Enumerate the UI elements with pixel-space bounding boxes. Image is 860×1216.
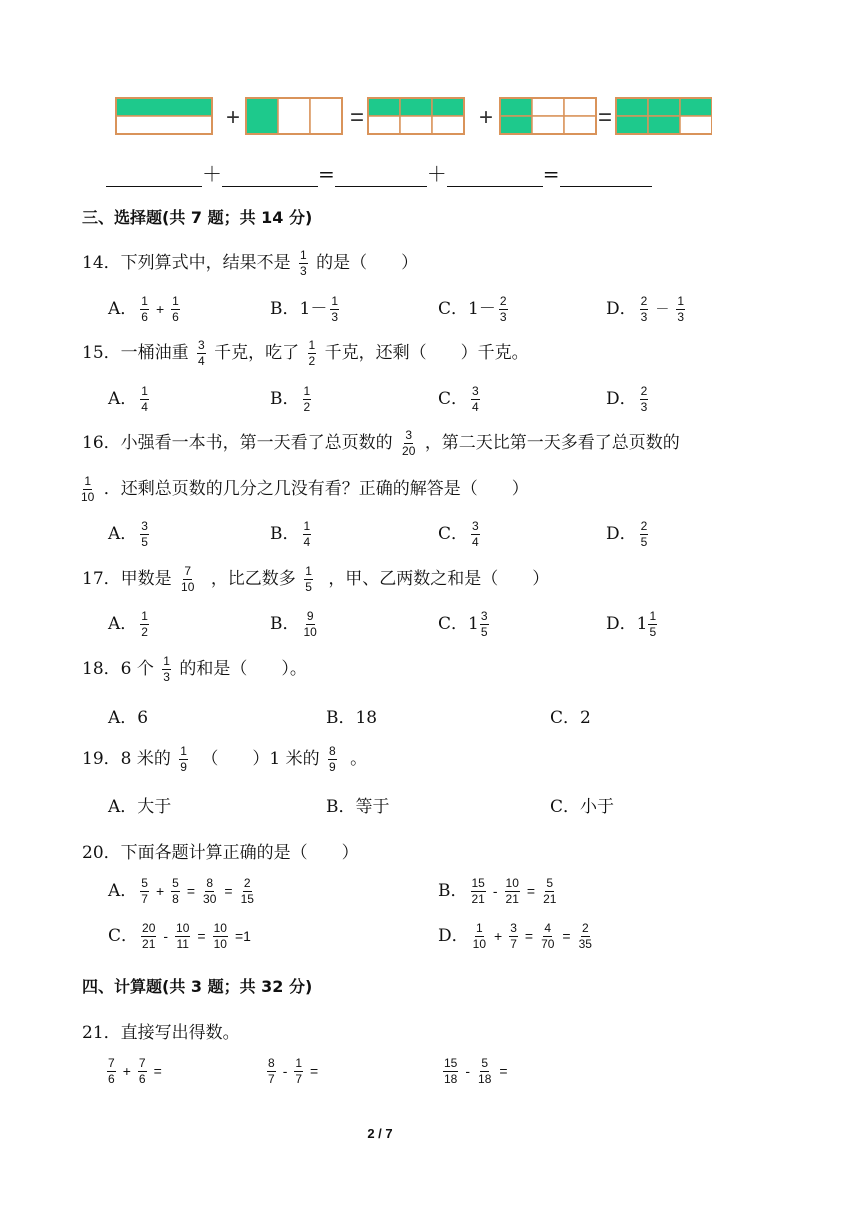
equals-sign: = — [542, 162, 560, 186]
option-15-b[interactable]: B． $\frac{1}{2}$ — [270, 384, 311, 414]
operator: = — [524, 928, 534, 944]
empty-cell — [564, 116, 596, 134]
section-heading-calculation: 四、计算题(共 3 题；共 32 分) — [82, 977, 313, 996]
option-19-a[interactable]: A．大于 — [108, 797, 172, 817]
option-15-d[interactable]: D． $\frac{2}{3}$ — [606, 384, 648, 414]
plus-sign: ＋ — [202, 162, 222, 186]
option-16-d[interactable]: D． $\frac{2}{5}$ — [606, 519, 648, 549]
calc-item-2[interactable] — [264, 1057, 322, 1085]
question-20: 20．下面各题计算正确的是（ ） — [82, 843, 359, 863]
fraction: $\frac{1}{7}$ — [295, 1056, 303, 1086]
question-16-line-2: $\frac{1}{10}$ ．还剩总页数的几分之几没有看？正确的解答是（ ） — [81, 474, 529, 504]
empty-cell — [680, 116, 712, 134]
option-16-a[interactable]: A． $\frac{3}{5}$ — [108, 519, 148, 549]
filled-cell — [648, 116, 680, 134]
option-18-b[interactable]: B．18 — [326, 708, 378, 728]
answer-blank-2[interactable] — [222, 168, 318, 187]
operator: = — [186, 883, 196, 899]
answer-blank-1[interactable] — [106, 168, 202, 187]
empty-cell — [278, 98, 310, 134]
fraction-bars-svg — [112, 96, 712, 136]
bar-one-third — [246, 98, 342, 134]
operator: + — [122, 1062, 131, 1079]
plus-sign: + — [478, 104, 494, 131]
operator: = — [499, 1062, 508, 1079]
operator: + — [155, 883, 165, 899]
fraction: $\frac{10}{11}$ — [176, 921, 190, 951]
bar-five-sixths — [616, 98, 712, 134]
empty-cell — [310, 98, 342, 134]
question-21: 21．直接写出得数。 — [82, 1023, 240, 1043]
answer-blank-4[interactable] — [447, 168, 543, 187]
calc-item-3[interactable] — [440, 1057, 512, 1085]
answer-blank-5[interactable] — [560, 168, 652, 187]
fraction: $\frac{1}{3}$ — [300, 248, 307, 278]
fraction: $\frac{15}{21}$ — [471, 876, 485, 906]
option-20-a[interactable]: A． $\frac{5}{7}$ + $\frac{5}{8}$ = $\frac{8}{30}$ = $\frac{2}{15}$ — [108, 876, 254, 906]
filled-cell — [432, 98, 464, 116]
filled-cell — [246, 98, 278, 134]
question-14: 14．下列算式中，结果不是 $\frac{1}{3}$ 的是（ ） — [82, 248, 419, 278]
empty-cell — [532, 98, 564, 116]
option-17-d[interactable]: D． 1 $\frac{1}{5}$ — [606, 608, 657, 639]
option-17-c[interactable]: C． 1 $\frac{3}{5}$ — [438, 608, 488, 639]
operator: = — [197, 928, 206, 944]
fraction: $\frac{5}{18}$ — [478, 1056, 492, 1086]
plus-sign: ＋ — [426, 162, 447, 186]
option-16-c[interactable]: C． $\frac{3}{4}$ — [438, 519, 479, 549]
question-19: 19．8 米的 $\frac{1}{9}$ （ ）1 米的 $\frac{8}{9}$ 。 — [82, 744, 368, 774]
blanks-line — [106, 158, 652, 187]
question-18: 18．6 个 $\frac{1}{3}$ 的和是（ ）。 — [82, 654, 307, 684]
section-heading-choice: 三、选择题(共 7 题；共 14 分) — [82, 208, 313, 227]
filled-cell — [116, 98, 212, 116]
fraction: $\frac{15}{18}$ — [444, 1056, 458, 1086]
operator: = — [562, 928, 571, 944]
equals-sign: = — [597, 104, 613, 131]
empty-cell — [532, 116, 564, 134]
question-16: 16．小强看一本书，第一天看了总页数的 $\frac{3}{20}$ ，第二天比第一天多看了总页数的 — [82, 428, 680, 458]
bar-one-half — [116, 98, 212, 134]
option-14-c[interactable]: C．1－ $\frac{2}{3}$ — [438, 294, 507, 324]
option-20-c[interactable]: C． $\frac{20}{21}$ - $\frac{10}{11}$ = $\frac{10}{10}$ =1 — [108, 921, 251, 951]
option-20-d[interactable]: D． $\frac{1}{10}$ + $\frac{3}{7}$ = $\frac{4}{70}$ = $\frac{2}{35}$ — [438, 921, 592, 951]
option-17-a[interactable]: A． $\frac{1}{2}$ — [108, 609, 148, 639]
operator: + — [494, 928, 503, 944]
fraction: $\frac{5}{21}$ — [543, 876, 557, 906]
filled-cell — [648, 98, 680, 116]
question-17: 17．甲数是 $\frac{7}{10}$ ，比乙数多 $\frac{1}{5}$ ，甲、乙两数之和是（ ） — [82, 564, 550, 594]
fraction: $\frac{5}{7}$ — [141, 876, 148, 906]
fraction: $\frac{10}{21}$ — [505, 876, 519, 906]
empty-cell — [400, 116, 432, 134]
operator: = — [224, 883, 233, 899]
option-17-b[interactable]: B． $\frac{9}{10}$ — [270, 609, 317, 639]
filled-cell — [500, 98, 532, 116]
option-18-a[interactable]: A．6 — [108, 708, 149, 728]
fraction: $\frac{8}{7}$ — [268, 1056, 275, 1086]
bar-three-sixths — [368, 98, 464, 134]
empty-cell — [116, 116, 212, 134]
filled-cell — [680, 98, 712, 116]
fraction: $\frac{5}{8}$ — [172, 876, 179, 906]
fraction: $\frac{20}{21}$ — [142, 921, 156, 951]
answer-blank-3[interactable] — [335, 168, 427, 187]
option-16-b[interactable]: B． $\frac{1}{4}$ — [270, 519, 311, 549]
option-20-b[interactable]: B． $\frac{15}{21}$ - $\frac{10}{21}$ = $\frac{5}{21}$ — [438, 876, 557, 906]
fraction: $\frac{8}{30}$ — [203, 876, 217, 906]
filled-cell — [616, 98, 648, 116]
fraction: $\frac{2}{15}$ — [240, 876, 254, 906]
fraction: $\frac{10}{10}$ — [213, 921, 227, 951]
calc-item-1[interactable] — [104, 1057, 166, 1085]
filled-cell — [400, 98, 432, 116]
empty-cell — [432, 116, 464, 134]
option-19-c[interactable]: C．小于 — [550, 797, 615, 817]
option-15-c[interactable]: C． $\frac{3}{4}$ — [438, 384, 479, 414]
filled-cell — [616, 116, 648, 134]
filled-cell — [368, 98, 400, 116]
page-number: 2 / 7 — [367, 1126, 393, 1141]
fraction: $\frac{4}{70}$ — [541, 921, 555, 951]
fraction: $\frac{7}{6}$ — [138, 1056, 146, 1086]
operator: = — [153, 1062, 162, 1079]
option-14-b[interactable]: B．1－ $\frac{1}{3}$ — [270, 294, 339, 324]
plus-sign: + — [225, 104, 241, 131]
fraction-bar-figure — [112, 96, 712, 136]
filled-cell — [500, 116, 532, 134]
bar-two-sixths — [500, 98, 596, 134]
operator: - — [492, 883, 498, 899]
question-15: 15．一桶油重 $\frac{3}{4}$ 千克，吃了 $\frac{1}{2}$ 千克，还剩（ ）千克。 — [82, 338, 529, 368]
fraction: $\frac{7}{6}$ — [108, 1056, 115, 1086]
equals-sign: = — [349, 104, 365, 131]
operator: - — [163, 928, 169, 944]
operator: - — [282, 1062, 288, 1079]
fraction: $\frac{3}{7}$ — [510, 921, 517, 951]
option-18-c[interactable]: C．2 — [550, 708, 591, 728]
option-14-d[interactable]: D． $\frac{2}{3}$ － $\frac{1}{3}$ — [606, 294, 685, 324]
operator: = — [526, 883, 536, 899]
fraction: $\frac{1}{10}$ — [472, 921, 486, 951]
operator: = — [310, 1062, 319, 1079]
empty-cell — [368, 116, 400, 134]
option-19-b[interactable]: B．等于 — [326, 797, 390, 817]
empty-cell — [564, 98, 596, 116]
fraction: $\frac{2}{35}$ — [578, 921, 592, 951]
option-15-a[interactable]: A． $\frac{1}{4}$ — [108, 384, 148, 414]
option-14-a[interactable]: A． $\frac{1}{6}$ + $\frac{1}{6}$ — [108, 294, 179, 324]
operator: - — [465, 1062, 471, 1079]
equals-sign: = — [318, 162, 335, 186]
operator: =1 — [234, 928, 251, 944]
